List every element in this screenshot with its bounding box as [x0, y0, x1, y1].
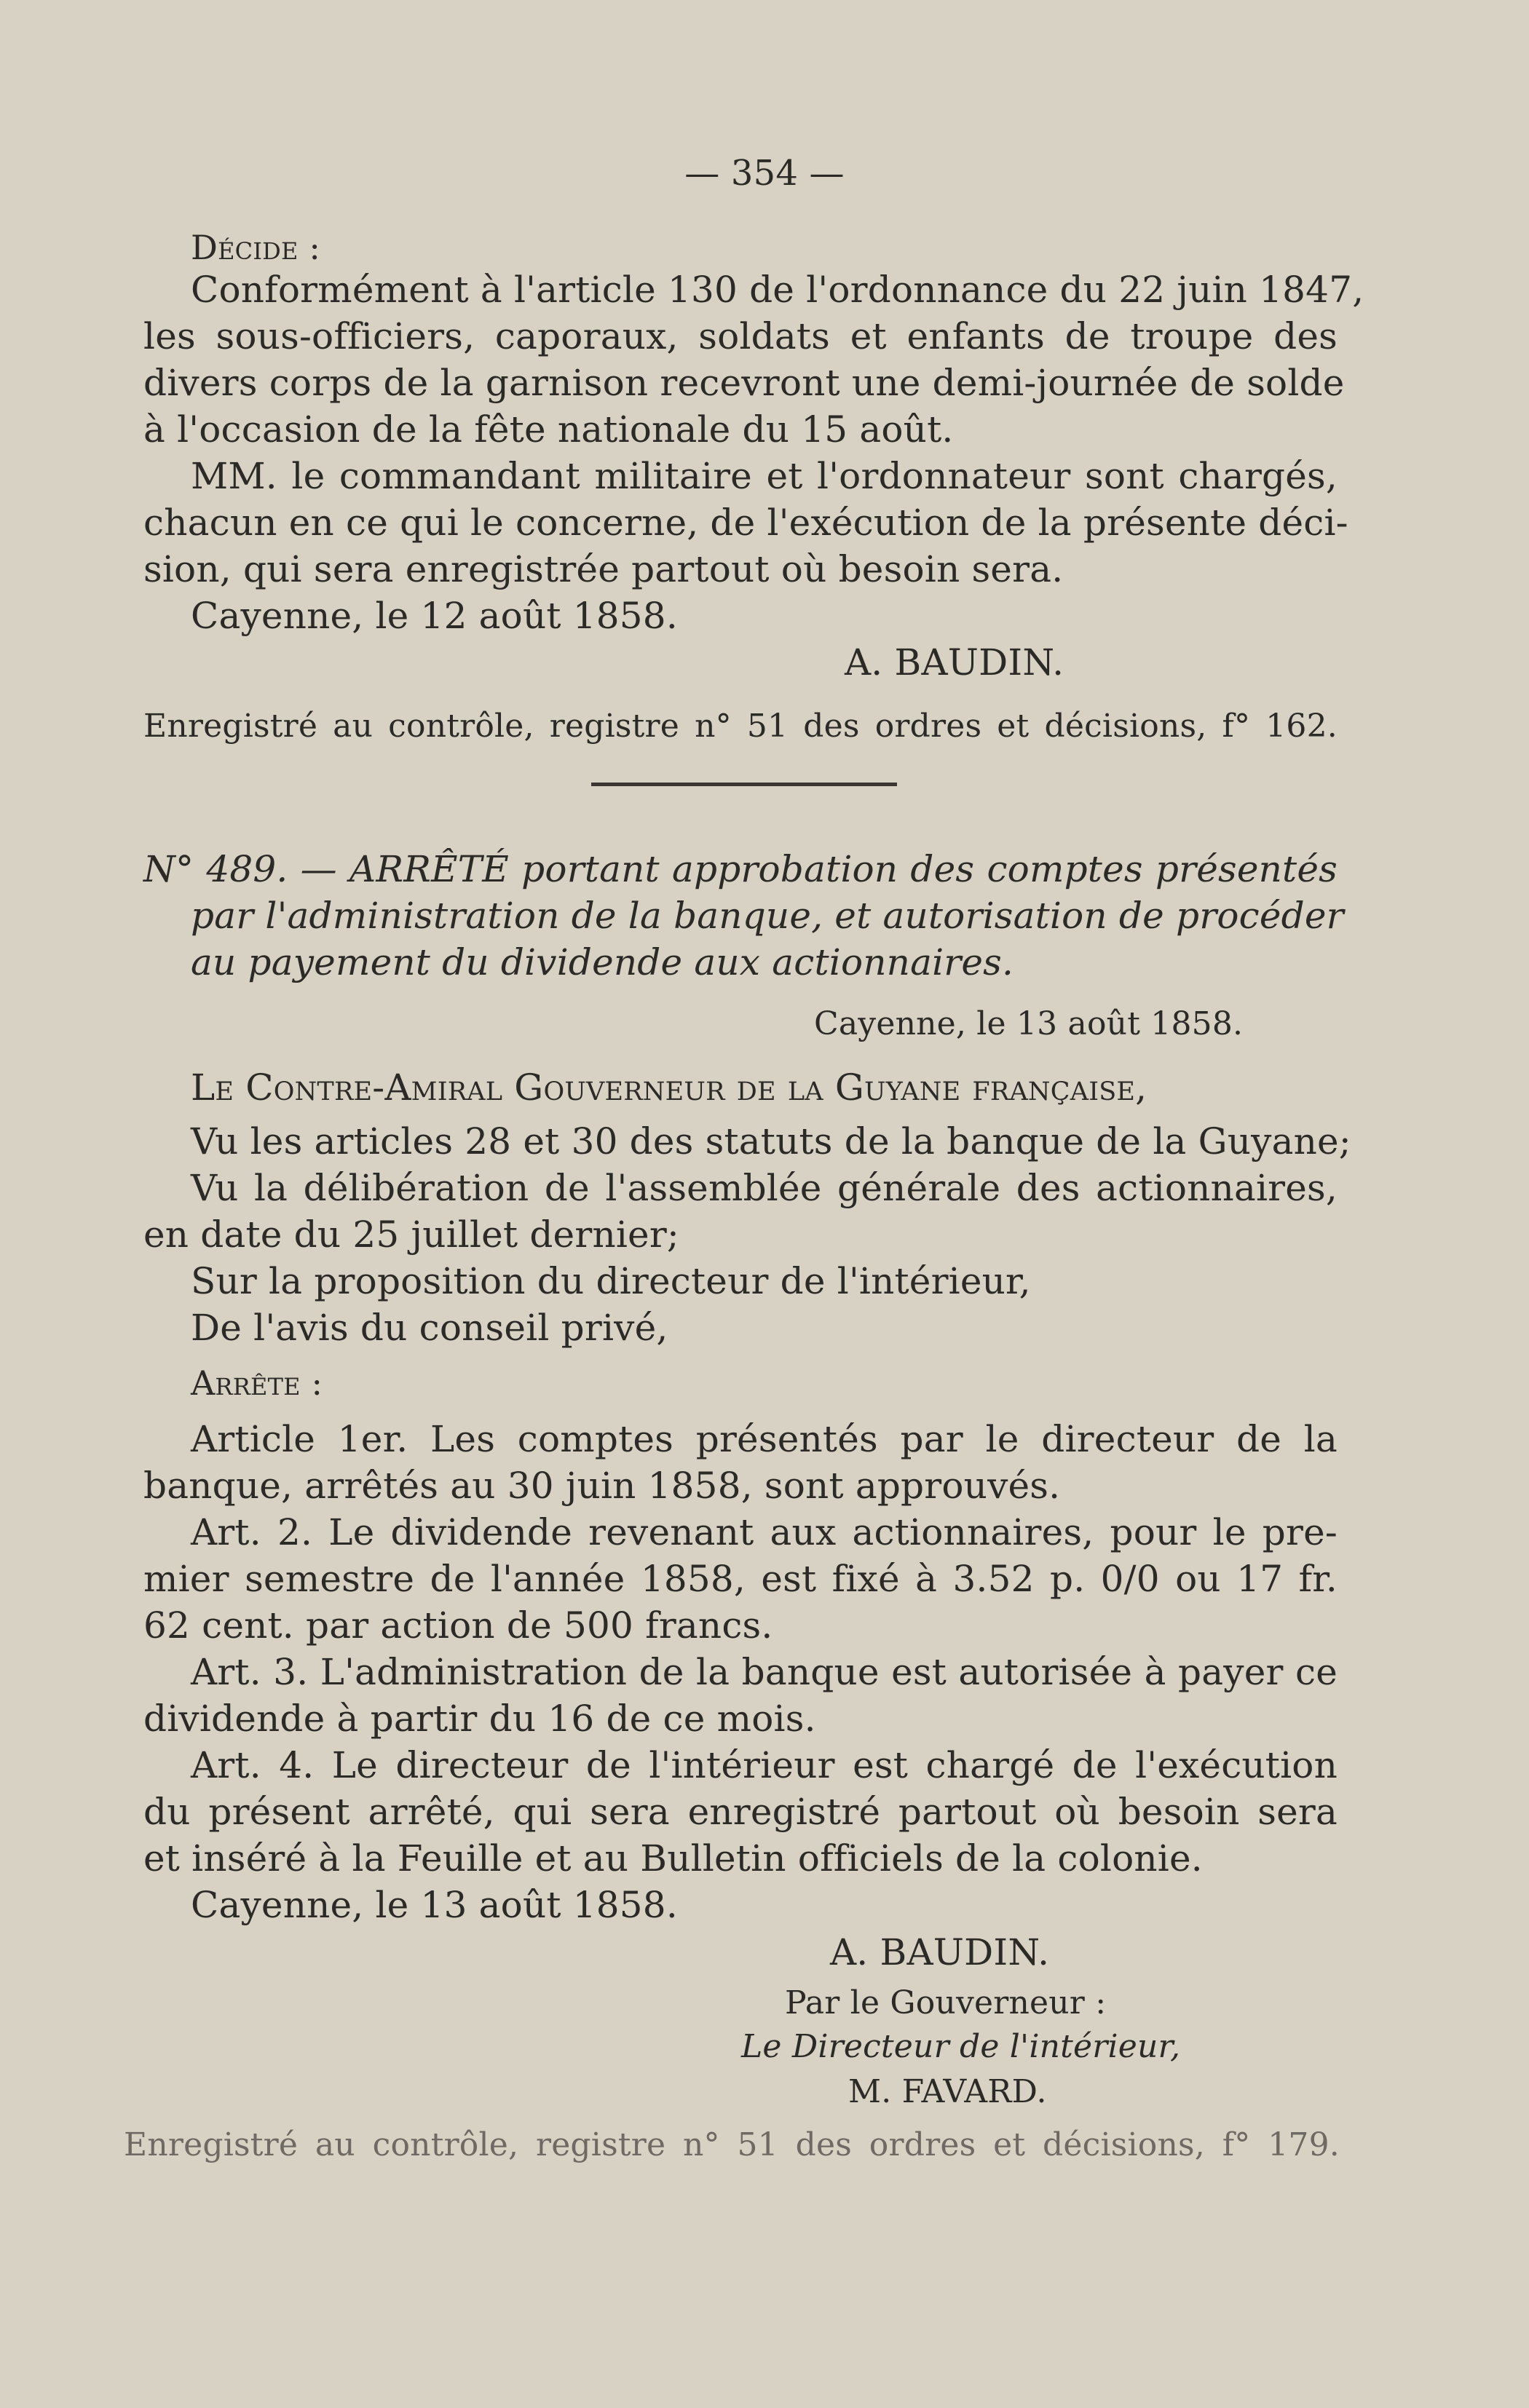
page-number: — 354 — — [684, 153, 845, 194]
arrete-title: par l'administration de la banque, et autorisation de procéder — [191, 895, 1344, 937]
arrete-title: au payement du dividende aux actionnaires. — [191, 941, 1014, 983]
arrete-line: en date du 25 juillet dernier; — [143, 1213, 679, 1256]
article-line: dividende à partir du 16 de ce mois. — [143, 1698, 816, 1740]
arrete-registration: Enregistré au contrôle, registre n° 51 des ordres et décisions, f° 179. — [124, 2126, 1340, 2163]
decision-registration: Enregistré au contrôle, registre n° 51 des ordres et décisions, f° 162. — [143, 708, 1338, 745]
countersign-line: Par le Gouverneur : — [785, 1984, 1107, 2021]
arrete-intro: Le Contre-Amiral Gouverneur de la Guyane française, — [191, 1066, 1147, 1109]
article-line: Art. 4. Le directeur de l'intérieur est chargé de l'exécution — [191, 1744, 1338, 1786]
decision-line: divers corps de la garnison recevront une demi-journée de solde — [143, 362, 1345, 404]
article-line: et inséré à la Feuille et au Bulletin officiels de la colonie. — [143, 1837, 1203, 1880]
countersign-line: M. FAVARD. — [848, 2073, 1047, 2110]
article-line: Art. 3. L'administration de la banque est autorisée à payer ce — [191, 1651, 1338, 1693]
article-line: Art. 2. Le dividende revenant aux actionnaires, pour le pre- — [191, 1511, 1338, 1553]
section-divider — [591, 783, 897, 786]
arrete-signature: A. BAUDIN. — [830, 1931, 1050, 1973]
arrete-date: Cayenne, le 13 août 1858. — [814, 1005, 1244, 1042]
arrete-closing-date: Cayenne, le 13 août 1858. — [191, 1884, 678, 1926]
arrete-title: N° 489. — ARRÊTÉ portant approbation des comptes présentés — [143, 848, 1338, 890]
decision-signature: A. BAUDIN. — [845, 641, 1064, 684]
article-line: du présent arrêté, qui sera enregistré partout où besoin sera — [143, 1791, 1338, 1833]
arrete-heading: Arrête : — [191, 1363, 323, 1403]
decision-heading: Décide : — [191, 228, 321, 267]
decision-line: les sous-officiers, caporaux, soldats et enfants de troupe des — [143, 315, 1338, 357]
arrete-line: Vu la délibération de l'assemblée générale des actionnaires, — [191, 1167, 1338, 1209]
decision-line: Conformément à l'article 130 de l'ordonnance du 22 juin 1847, — [191, 269, 1364, 311]
article-line: Article 1er. Les comptes présentés par le directeur de la — [191, 1418, 1338, 1460]
decision-line: à l'occasion de la fête nationale du 15 août. — [143, 408, 954, 451]
arrete-line: De l'avis du conseil privé, — [191, 1307, 668, 1349]
article-line: 62 cent. par action de 500 francs. — [143, 1604, 773, 1647]
decision-line: MM. le commandant militaire et l'ordonnateur sont chargés, — [191, 455, 1338, 497]
decision-date: Cayenne, le 12 août 1858. — [191, 595, 678, 637]
decision-line: sion, qui sera enregistrée partout où besoin sera. — [143, 548, 1064, 590]
countersign-line: Le Directeur de l'intérieur, — [741, 2028, 1181, 2065]
article-line: mier semestre de l'année 1858, est fixé à 3.52 p. 0/0 ou 17 fr. — [143, 1558, 1338, 1600]
arrete-line: Vu les articles 28 et 30 des statuts de la banque de la Guyane; — [191, 1120, 1351, 1163]
article-line: banque, arrêtés au 30 juin 1858, sont approuvés. — [143, 1465, 1061, 1507]
decision-line: chacun en ce qui le concerne, de l'exécution de la présente déci- — [143, 502, 1348, 544]
arrete-line: Sur la proposition du directeur de l'intérieur, — [191, 1260, 1031, 1302]
